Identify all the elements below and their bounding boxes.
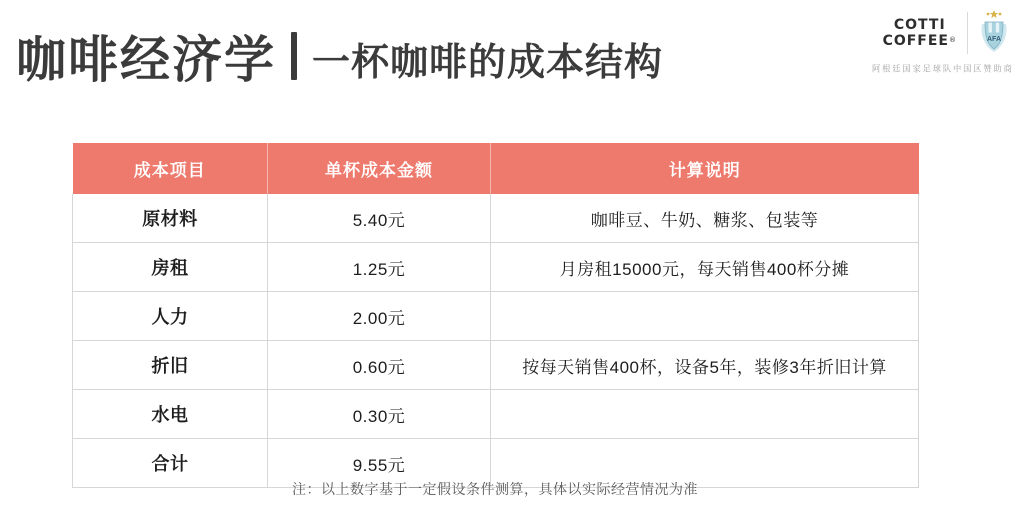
table-row-rent — [73, 243, 919, 292]
registered-mark: ® — [949, 36, 957, 44]
cell-cost: 9.55元 — [268, 439, 491, 488]
cotti-wordmark-line2: COFFEE® — [882, 33, 957, 49]
cell-cost: 1.25元 — [268, 243, 491, 292]
cell-cost: 0.60元 — [268, 341, 491, 390]
title-lead: 咖啡经济学 — [16, 31, 276, 89]
cell-cost: 2.00元 — [268, 292, 491, 341]
cell-item: 房租 — [73, 243, 268, 292]
table-row-raw-materials — [73, 194, 919, 243]
header-cost-item: 成本项目 — [73, 143, 268, 194]
logo-divider — [967, 12, 968, 54]
table-row-depreciation — [73, 341, 919, 390]
title-divider-bar — [291, 32, 297, 80]
afa-crest-letters: AFA — [987, 36, 1001, 43]
afa-crest-icon — [978, 10, 1010, 56]
cotti-wordmark — [883, 17, 957, 49]
brand-logo — [860, 10, 1014, 75]
table-header-row — [73, 143, 919, 194]
page-title — [16, 20, 663, 92]
table-row-labor — [73, 292, 919, 341]
cell-note — [491, 390, 919, 439]
cell-note: 按每天销售400杯，设备5年，装修3年折旧计算 — [491, 341, 919, 390]
cell-item: 原材料 — [73, 194, 268, 243]
sponsor-text: 阿根廷国家足球队中国区赞助商 — [872, 64, 1014, 74]
cell-cost: 0.30元 — [268, 390, 491, 439]
header-calc-note: 计算说明 — [491, 143, 919, 194]
header-unit-cost: 单杯成本金额 — [268, 143, 491, 194]
cell-note: 咖啡豆、牛奶、糖浆、包装等 — [491, 194, 919, 243]
cell-note: 月房租15000元，每天销售400杯分摊 — [491, 243, 919, 292]
cotti-wordmark-line1: COTTI — [893, 17, 946, 33]
table-row-utilities — [73, 390, 919, 439]
cell-note — [491, 292, 919, 341]
cell-item: 水电 — [73, 390, 268, 439]
cell-item: 合计 — [73, 439, 268, 488]
cell-item: 人力 — [73, 292, 268, 341]
logo-row — [860, 10, 1010, 56]
cell-cost: 5.40元 — [268, 194, 491, 243]
footnote: 注：以上数字基于一定假设条件测算，具体以实际经营情况为准 — [292, 481, 698, 497]
title-subtitle: 一杯咖啡的成本结构 — [312, 39, 664, 84]
cost-table — [72, 143, 919, 488]
cell-item: 折旧 — [73, 341, 268, 390]
